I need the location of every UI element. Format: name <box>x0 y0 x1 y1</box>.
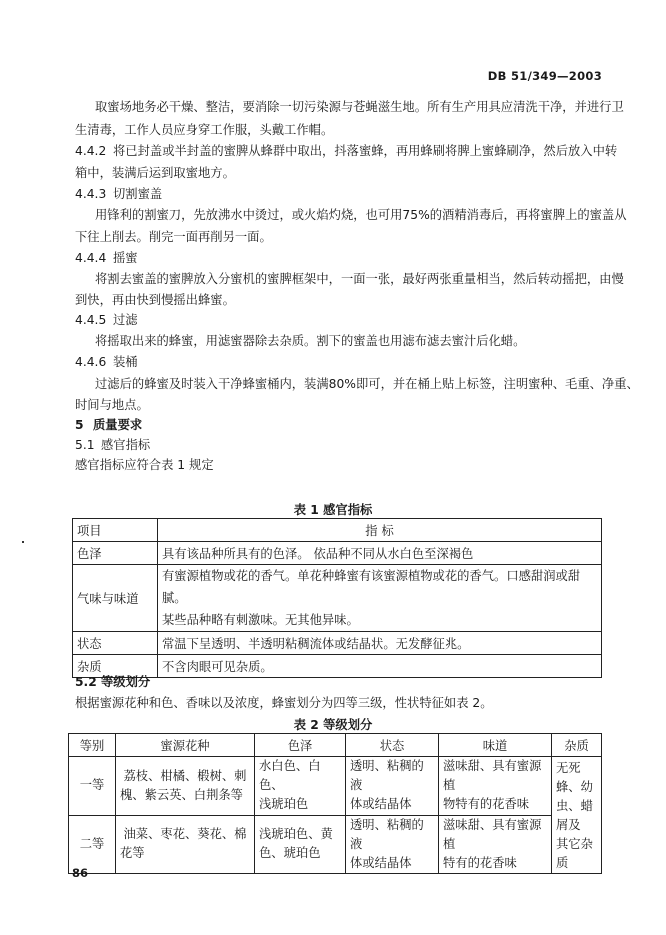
section-title: 装桶 <box>113 355 138 369</box>
cell-line: 浅琥珀色 <box>259 797 309 812</box>
section-4-4-5-heading <box>75 312 138 328</box>
section-number: 4.4.2 <box>75 144 107 158</box>
cell-line: 虫、蜡屑及 <box>556 799 593 832</box>
table-cell <box>116 757 255 816</box>
section-title: 等级划分 <box>101 675 151 689</box>
cell-line: 滋味甜、具有蜜源植 <box>443 759 542 793</box>
paragraph-line: 取蜜场地务必干燥、整洁，要消除一切污染源与苍蝇滋生地。所有生产用具应清洗干净，并进行卫 <box>95 100 624 114</box>
table-cell: 不含肉眼可见杂质。 <box>158 655 602 678</box>
cell-line: 无死蜂、幼 <box>556 761 593 794</box>
section-title: 过滤 <box>113 313 138 327</box>
cell-line: 荔枝、柑橘、椴树、刺 <box>123 768 247 783</box>
section-4-4-3-heading <box>75 186 162 202</box>
section-number: 5.2 <box>75 675 97 689</box>
standard-code: DB 51/349—2003 <box>487 69 602 83</box>
table-row <box>69 757 602 816</box>
section-5-2-heading <box>75 674 150 690</box>
cell-line: 花等 <box>120 846 145 861</box>
table-cell: 二等 <box>69 815 116 874</box>
paragraph-line: 时间与地点。 <box>75 398 149 412</box>
table-header-cell: 状态 <box>346 734 439 757</box>
cell-line: 体或结晶体 <box>350 855 412 870</box>
cell-line: 滋味甜、具有蜜源植 <box>443 817 542 851</box>
paragraph-line: 用锋利的割蜜刀，先放沸水中烫过，或火焰灼烧，也可用75%的酒精消毒后，再将蜜脾上的蜜盖从 <box>95 208 627 222</box>
cell-line: 体或结晶体 <box>350 797 412 812</box>
table-cell <box>158 565 602 632</box>
cell-line: 色、琥珀色 <box>259 846 321 861</box>
paragraph-line: 将摇取出来的蜂蜜，用滤蜜器除去杂质。割下的蜜盖也用滤布滤去蜜汁后化蜡。 <box>95 334 526 348</box>
cell-line: 透明、粘稠的液 <box>350 759 424 793</box>
grade-classification-table <box>68 733 602 874</box>
table-header-cell: 指 标 <box>158 519 602 542</box>
table-cell <box>439 815 552 874</box>
table-cell <box>346 815 439 874</box>
paragraph-line: 箱中，装满后运到取蜜地方。 <box>75 166 235 180</box>
table-cell <box>346 757 439 816</box>
section-number: 4.4.5 <box>75 313 107 327</box>
section-title: 感官指标 <box>101 438 151 452</box>
section-number: 4.4.4 <box>75 251 107 265</box>
page-number: 86 <box>72 866 89 880</box>
paragraph-line: 将割去蜜盖的蜜脾放入分蜜机的蜜脾框架中，一面一张，最好两张重量相当，然后转动摇把，由慢 <box>95 272 624 286</box>
table-header-row <box>73 519 602 542</box>
section-4-4-4-heading <box>75 250 138 266</box>
paragraph-line: 感官指标应符合表 1 规定 <box>75 458 214 472</box>
cell-line: 透明、粘稠的液 <box>350 817 424 851</box>
paragraph-line: 到快，再由快到慢摇出蜂蜜。 <box>75 293 235 307</box>
table-row <box>73 632 602 655</box>
cell-line: 特有的花香味 <box>443 855 517 870</box>
section-5-1-heading <box>75 437 150 453</box>
section-title: 质量要求 <box>93 418 143 432</box>
table-1-caption: 表 1 感官指标 <box>293 503 373 517</box>
table-cell <box>255 815 346 874</box>
section-number: 5 <box>75 418 84 432</box>
cell-line: 某些品种略有刺激味。无其他异味。 <box>162 613 359 627</box>
paragraph-line: 过滤后的蜂蜜及时装入干净蜂蜜桶内，装满80%即可，并在桶上贴上标签，注明蜜种、毛重、净重、 <box>95 377 639 391</box>
scan-mark <box>22 541 24 543</box>
table-cell <box>116 815 255 874</box>
table-cell: 色泽 <box>73 542 158 565</box>
table-row <box>73 655 602 678</box>
paragraph-line: 生清毒，工作人员应身穿工作服，头戴工作帽。 <box>75 123 334 137</box>
section-number: 5.1 <box>75 438 95 452</box>
cell-line: 物特有的花香味 <box>443 797 530 812</box>
cell-line: 其它杂质 <box>556 837 593 870</box>
cell-line: 有蜜源植物或花的香气。单花种蜂蜜有该蜜源植物或花的香气。口感甜润或甜腻。 <box>162 569 581 605</box>
table-row <box>73 542 602 565</box>
table-header-cell: 味道 <box>439 734 552 757</box>
paragraph-line: 根据蜜源花种和色、香味以及浓度，蜂蜜划分为四等三级，性状特征如表 2。 <box>75 696 493 710</box>
table-cell: 杂质 <box>73 655 158 678</box>
section-4-4-2 <box>75 143 617 159</box>
section-title: 切割蜜盖 <box>113 187 163 201</box>
cell-line: 水白色、白色、 <box>259 759 321 793</box>
table-header-cell: 等别 <box>69 734 116 757</box>
table-header-cell: 项目 <box>73 519 158 542</box>
table-cell <box>255 757 346 816</box>
table-cell: 常温下呈透明、半透明粘稠流体或结晶状。无发酵征兆。 <box>158 632 602 655</box>
table-cell: 具有该品种所具有的色泽。 依品种不同从水白色至深褐色 <box>158 542 602 565</box>
table-header-cell: 杂质 <box>552 734 602 757</box>
table-cell: 状态 <box>73 632 158 655</box>
cell-line: 浅琥珀色、黄 <box>259 827 333 842</box>
sensory-indicator-table <box>72 518 602 678</box>
cell-line: 油菜、枣花、葵花、棉 <box>123 827 247 842</box>
table-cell: 气味与味道 <box>73 565 158 632</box>
table-header-cell: 色泽 <box>255 734 346 757</box>
table-cell <box>439 757 552 816</box>
table-row <box>69 815 602 874</box>
table-header-row <box>69 734 602 757</box>
section-5-heading <box>75 417 142 433</box>
section-title: 摇蜜 <box>113 251 138 265</box>
paragraph-line: 将已封盖或半封盖的蜜脾从蜂群中取出，抖落蜜蜂，再用蜂刷将脾上蜜蜂刷净，然后放入中转 <box>113 144 618 158</box>
section-number: 4.4.3 <box>75 187 107 201</box>
table-header-cell: 蜜源花种 <box>116 734 255 757</box>
section-number: 4.4.6 <box>75 355 107 369</box>
table-row <box>73 565 602 632</box>
paragraph-line: 下往上削去。削完一面再削另一面。 <box>75 230 272 244</box>
table-2-caption: 表 2 等级划分 <box>293 718 373 732</box>
section-4-4-6-heading <box>75 354 138 370</box>
table-cell: 一等 <box>69 757 116 816</box>
cell-line: 槐、紫云英、白荆条等 <box>120 787 243 802</box>
table-cell <box>552 757 602 874</box>
